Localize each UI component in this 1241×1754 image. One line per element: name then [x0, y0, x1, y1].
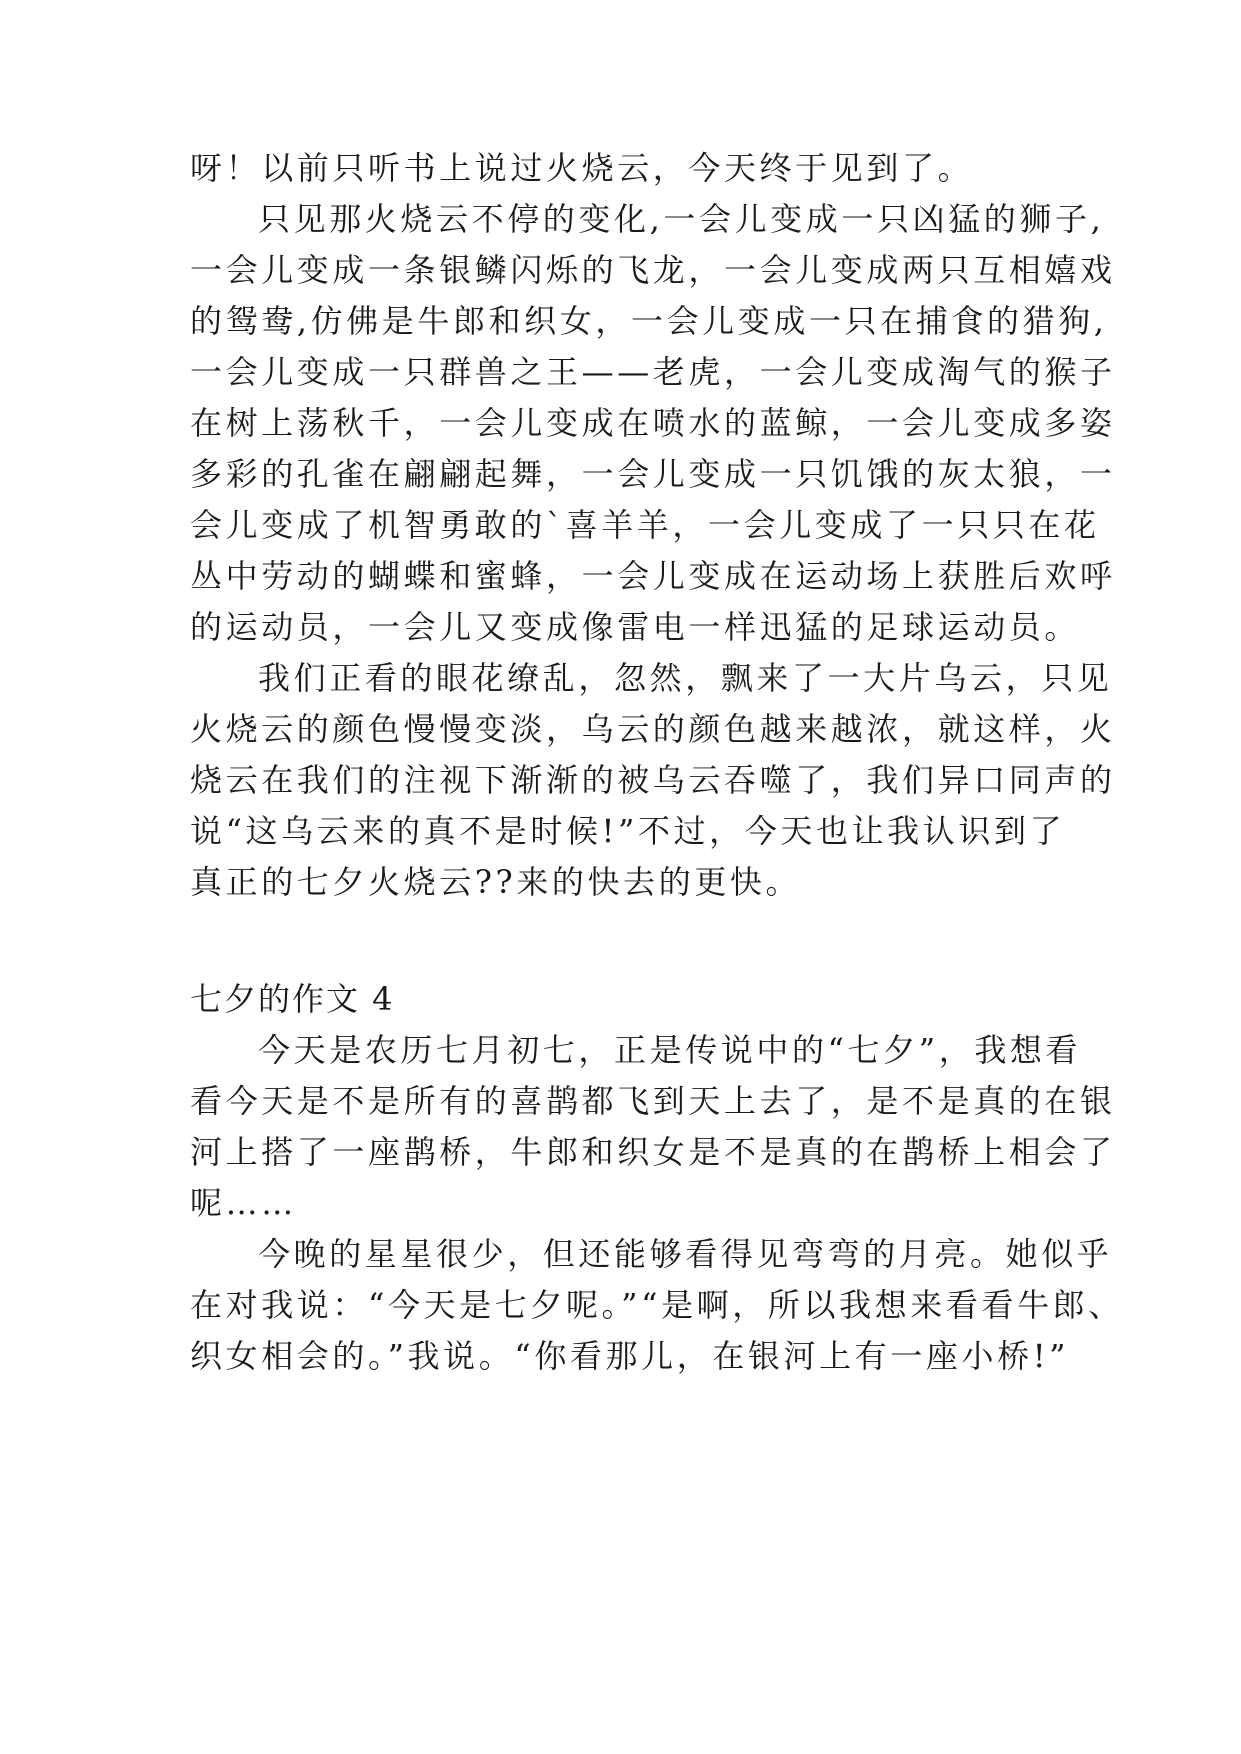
text-line: 真正的七夕火烧云??来的快去的更快。 [190, 863, 802, 901]
text-line: 的运动员，一会儿又变成像雷电一样迅猛的足球运动员。 [190, 608, 1081, 646]
text-line: 丛中劳动的蝴蝶和蜜蜂，一会儿变成在运动场上获胜后欢呼 [190, 557, 1116, 595]
text-line: 一会儿变成一条银鳞闪烁的飞龙，一会儿变成两只互相嬉戏 [190, 251, 1116, 289]
paragraph-start: 今天是农历七月初七，正是传说中的“七夕”，我想看 [258, 1031, 1082, 1069]
paragraph-start: 今晚的星星很少，但还能够看得见弯弯的月亮。她似乎 [258, 1235, 1113, 1273]
text-line: 多彩的孔雀在翩翩起舞，一会儿变成一只饥饿的灰太狼，一 [190, 455, 1116, 493]
text-line: 看今天是不是所有的喜鹊都飞到天上去了，是不是真的在银 [190, 1082, 1116, 1120]
text-line: 织女相会的。”我说。“你看那儿，在银河上有一座小桥!” [190, 1337, 1070, 1375]
text-line: 说“这乌云来的真不是时候!”不过，今天也让我认识到了 [190, 812, 1066, 850]
paragraph-start: 只见那火烧云不停的变化,一会儿变成一只凶猛的狮子, [258, 200, 1105, 238]
text-line: 河上搭了一座鹊桥，牛郎和织女是不是真的在鹊桥上相会了 [190, 1133, 1116, 1171]
text-line: 呀！以前只听书上说过火烧云，今天终于见到了。 [190, 149, 974, 187]
text-line: 火烧云的颜色慢慢变淡，乌云的颜色越来越浓，就这样，火 [190, 710, 1116, 748]
text-line: 在对我说：“今天是七夕呢。”“是啊，所以我想来看看牛郎、 [190, 1286, 1124, 1324]
section-heading: 七夕的作文 4 [190, 980, 395, 1018]
text-line: 的鸳鸯,仿佛是牛郎和织女，一会儿变成一只在捕食的猎狗, [190, 302, 1108, 340]
paragraph-start: 我们正看的眼花缭乱，忽然，飘来了一大片乌云，只见 [258, 659, 1113, 697]
text-line: 在树上荡秋千，一会儿变成在喷水的蓝鲸，一会儿变成多姿 [190, 404, 1116, 442]
text-line: 会儿变成了机智勇敢的`喜羊羊，一会儿变成了一只只在花 [190, 506, 1100, 544]
text-line: 一会儿变成一只群兽之王——老虎，一会儿变成淘气的猴子 [190, 353, 1116, 391]
text-line: 呢…… [190, 1184, 297, 1222]
text-line: 烧云在我们的注视下渐渐的被乌云吞噬了，我们异口同声的 [190, 761, 1116, 799]
